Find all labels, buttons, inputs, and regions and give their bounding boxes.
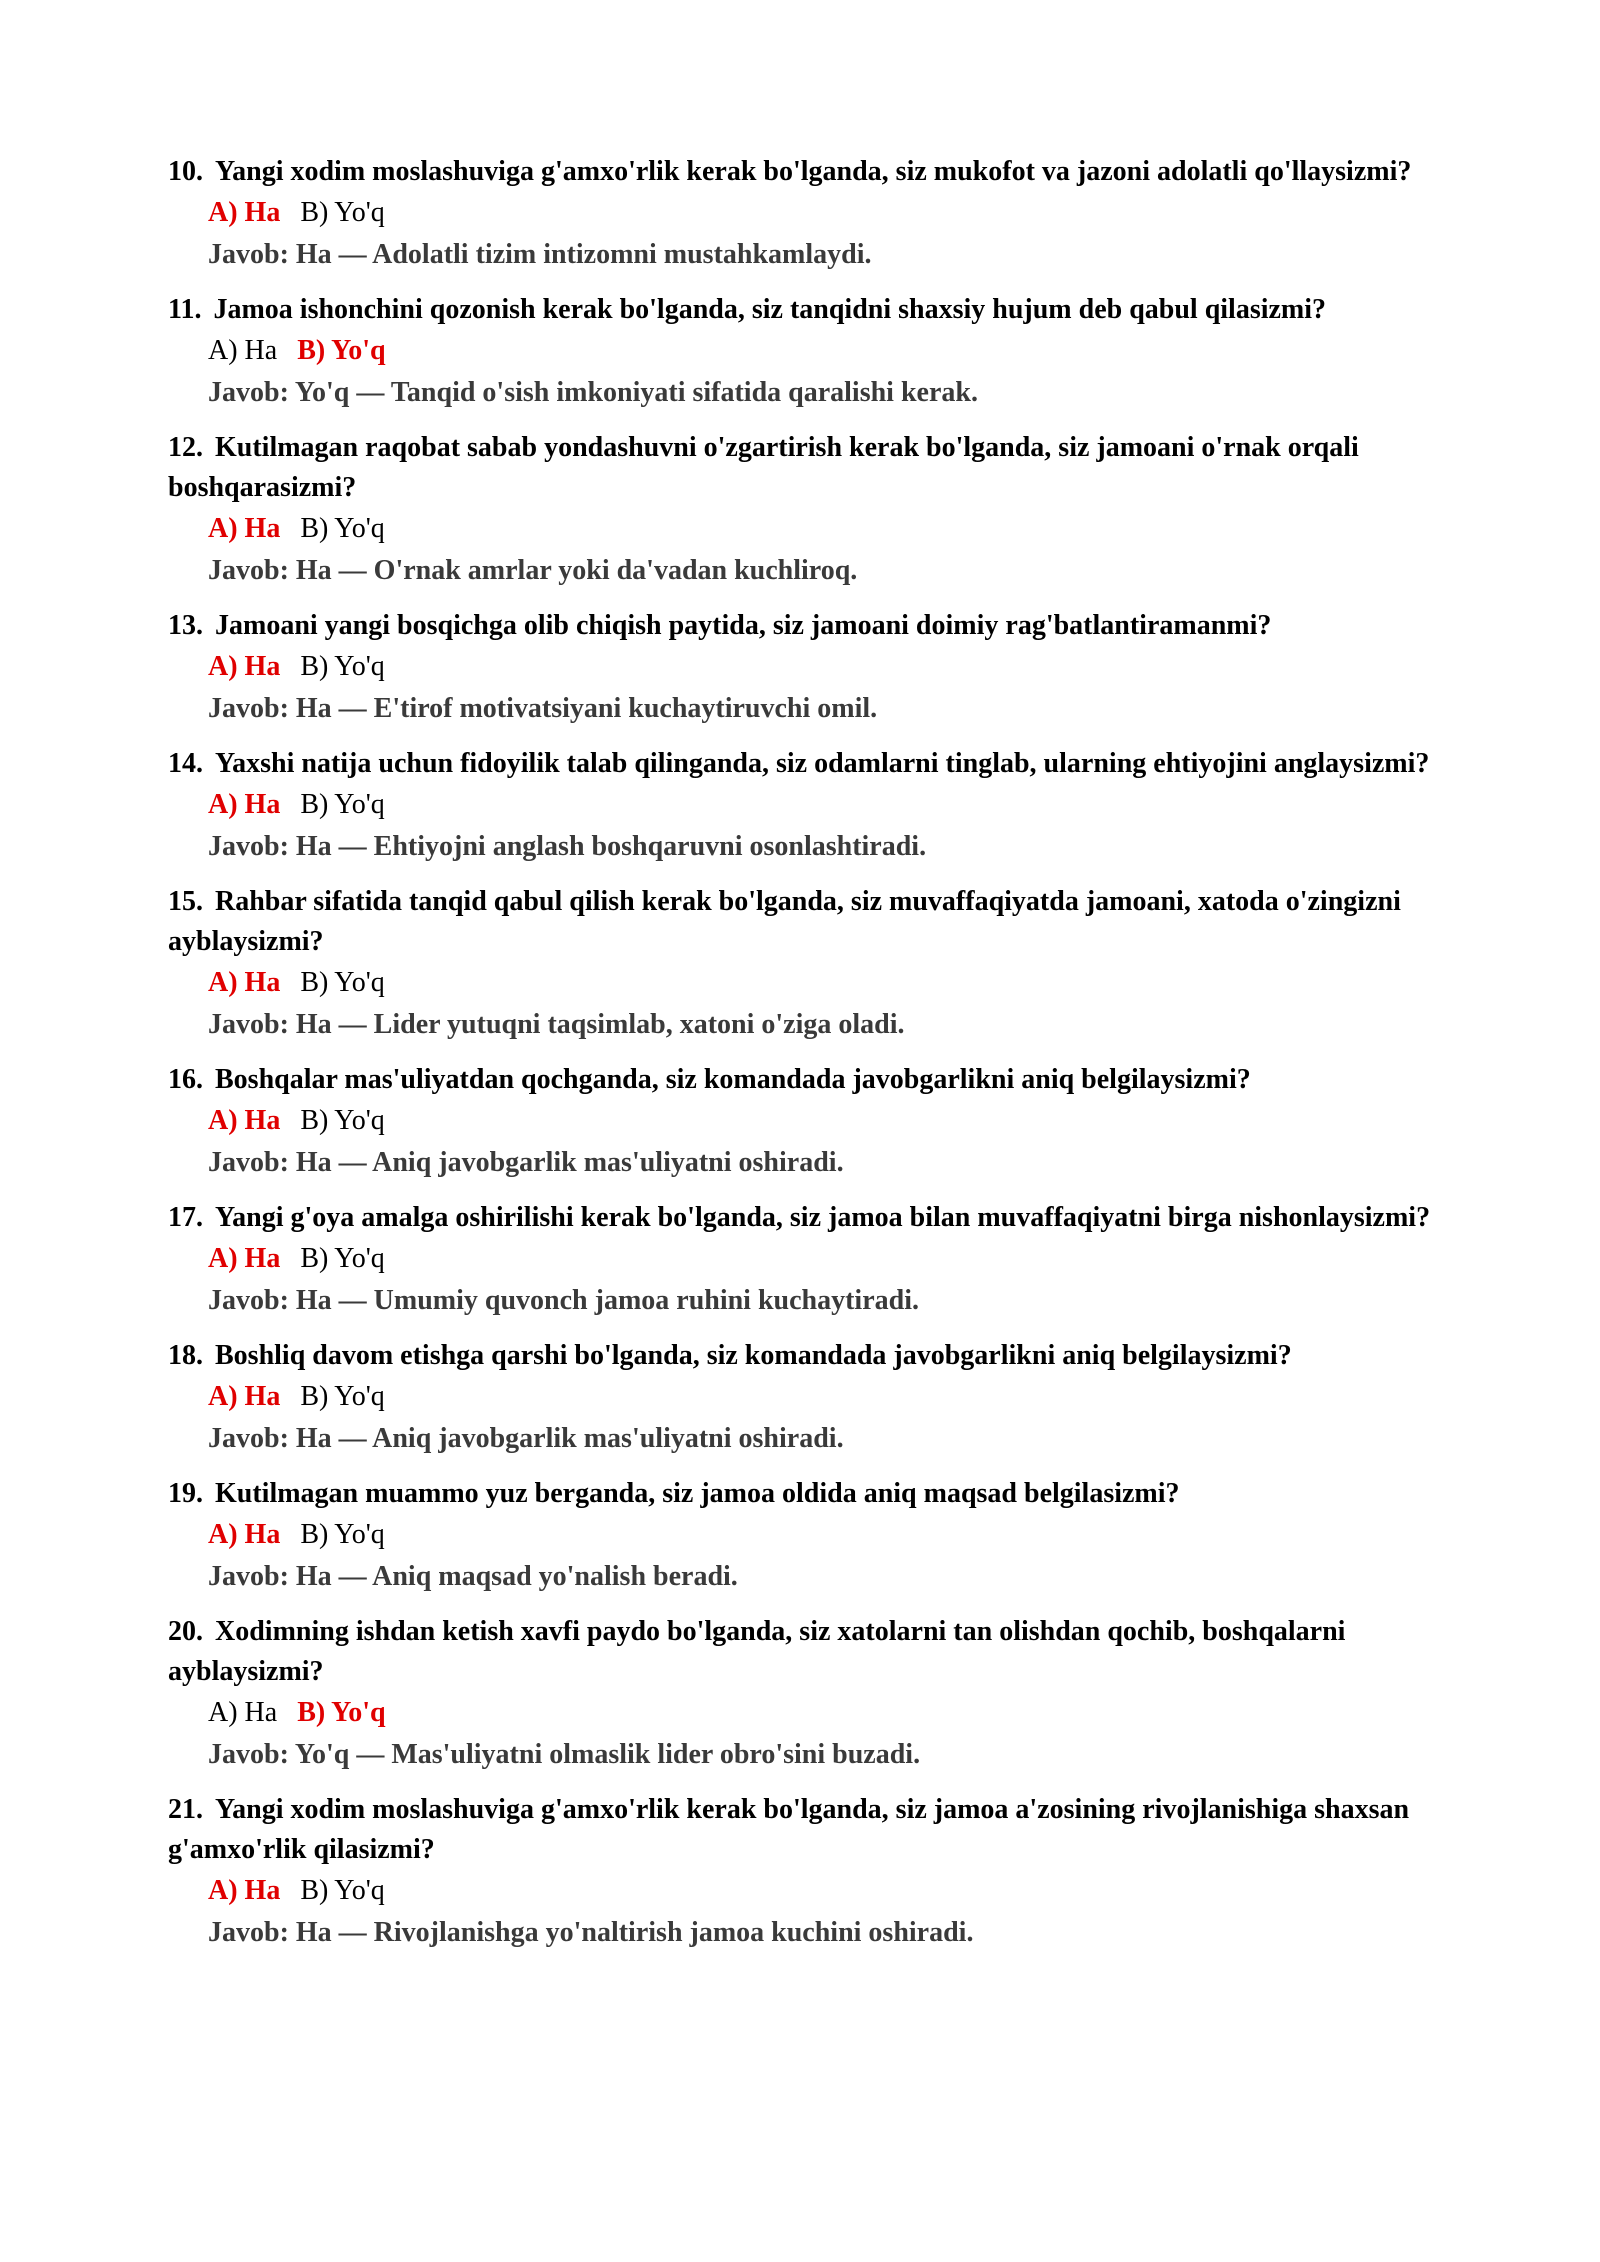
options-row [208, 962, 1458, 1004]
question-number: 15. [168, 886, 203, 917]
question-text [168, 744, 1458, 784]
option-b: B) Yo'q [300, 967, 385, 998]
options-row [208, 1376, 1458, 1418]
option-b: B) Yo'q [300, 1381, 385, 1412]
options-row [208, 1514, 1458, 1556]
question-body: Xodimning ishdan ketish xavfi paydo bo'lganda, siz xatolarni tan olishdan qochib, boshqalarni ayblaysizmi? [168, 1616, 1346, 1687]
option-a: A) Ha [208, 789, 281, 820]
question-item [168, 1336, 1458, 1460]
option-a: A) Ha [208, 1381, 281, 1412]
question-body: Yangi xodim moslashuviga g'amxo'rlik kerak bo'lganda, siz mukofot va jazoni adolatli qo'llaysizmi? [215, 156, 1412, 187]
question-item [168, 1612, 1458, 1776]
question-number: 11. [168, 294, 202, 325]
answer-line: Javob: Ha — Lider yutuqni taqsimlab, xatoni o'ziga oladi. [208, 1009, 905, 1040]
question-text [168, 1198, 1458, 1238]
question-text [168, 152, 1458, 192]
question-item [168, 1474, 1458, 1598]
option-b: B) Yo'q [297, 335, 386, 366]
options-row [208, 784, 1458, 826]
option-a: A) Ha [208, 967, 281, 998]
option-b: B) Yo'q [300, 197, 385, 228]
question-list [168, 152, 1458, 1968]
question-text [168, 290, 1458, 330]
options-row [208, 1100, 1458, 1142]
option-b: B) Yo'q [300, 651, 385, 682]
question-text [168, 1790, 1458, 1870]
option-b: B) Yo'q [300, 1105, 385, 1136]
options-row [208, 646, 1458, 688]
answer-line: Javob: Ha — Aniq maqsad yo'nalish beradi. [208, 1561, 738, 1592]
option-b: B) Yo'q [300, 513, 385, 544]
question-item [168, 1198, 1458, 1322]
question-item [168, 606, 1458, 730]
question-item [168, 290, 1458, 414]
option-a: A) Ha [208, 1105, 281, 1136]
option-a: A) Ha [208, 1875, 281, 1906]
option-a: A) Ha [208, 1519, 281, 1550]
options-row [208, 1692, 1458, 1734]
question-item [168, 744, 1458, 868]
option-a: A) Ha [208, 335, 278, 366]
question-body: Boshliq davom etishga qarshi bo'lganda, siz komandada javobgarlikni aniq belgilaysizmi? [215, 1340, 1292, 1371]
answer-line: Javob: Ha — Rivojlanishga yo'naltirish jamoa kuchini oshiradi. [208, 1917, 974, 1948]
answer-line: Javob: Ha — E'tirof motivatsiyani kuchaytiruvchi omil. [208, 693, 878, 724]
answer-line: Javob: Ha — O'rnak amrlar yoki da'vadan kuchliroq. [208, 555, 858, 586]
question-text [168, 428, 1458, 508]
question-text [168, 882, 1458, 962]
option-b: B) Yo'q [297, 1697, 386, 1728]
option-b: B) Yo'q [300, 789, 385, 820]
question-body: Rahbar sifatida tanqid qabul qilish kerak bo'lganda, siz muvaffaqiyatda jamoani, xatoda o'zingizni ayblaysizmi? [168, 886, 1401, 957]
question-item [168, 1060, 1458, 1184]
option-a: A) Ha [208, 651, 281, 682]
question-item [168, 428, 1458, 592]
question-number: 14. [168, 748, 203, 779]
options-row [208, 192, 1458, 234]
answer-line: Javob: Ha — Umumiy quvonch jamoa ruhini kuchaytiradi. [208, 1285, 919, 1316]
answer-line: Javob: Yo'q — Tanqid o'sish imkoniyati sifatida qaralishi kerak. [208, 377, 978, 408]
question-number: 12. [168, 432, 203, 463]
question-body: Yangi g'oya amalga oshirilishi kerak bo'lganda, siz jamoa bilan muvaffaqiyatni birga nishonlaysizmi? [215, 1202, 1431, 1233]
option-a: A) Ha [208, 1697, 278, 1728]
answer-line: Javob: Yo'q — Mas'uliyatni olmaslik lider obro'sini buzadi. [208, 1739, 921, 1770]
question-text [168, 1474, 1458, 1514]
question-body: Kutilmagan muammo yuz berganda, siz jamoa oldida aniq maqsad belgilasizmi? [215, 1478, 1180, 1509]
question-item [168, 1790, 1458, 1954]
question-body: Yaxshi natija uchun fidoyilik talab qilinganda, siz odamlarni tinglab, ularning ehtiyojini anglaysizmi? [215, 748, 1430, 779]
options-row [208, 330, 1458, 372]
options-row [208, 1238, 1458, 1280]
question-text [168, 1060, 1458, 1100]
answer-line: Javob: Ha — Adolatli tizim intizomni mustahkamlaydi. [208, 239, 872, 270]
question-text [168, 1336, 1458, 1376]
question-number: 19. [168, 1478, 203, 1509]
question-item [168, 882, 1458, 1046]
question-text [168, 1612, 1458, 1692]
question-number: 10. [168, 156, 203, 187]
options-row [208, 508, 1458, 550]
question-number: 13. [168, 610, 203, 641]
question-number: 20. [168, 1616, 203, 1647]
question-body: Yangi xodim moslashuviga g'amxo'rlik kerak bo'lganda, siz jamoa a'zosining rivojlanishiga shaxsan g'amxo'rlik qilasizmi? [168, 1794, 1410, 1865]
question-number: 18. [168, 1340, 203, 1371]
answer-line: Javob: Ha — Aniq javobgarlik mas'uliyatni oshiradi. [208, 1423, 844, 1454]
option-b: B) Yo'q [300, 1243, 385, 1274]
option-a: A) Ha [208, 513, 281, 544]
option-a: A) Ha [208, 1243, 281, 1274]
question-body: Jamoani yangi bosqichga olib chiqish paytida, siz jamoani doimiy rag'batlantiramanmi? [215, 610, 1272, 641]
question-body: Boshqalar mas'uliyatdan qochganda, siz komandada javobgarlikni aniq belgilaysizmi? [215, 1064, 1251, 1095]
option-b: B) Yo'q [300, 1519, 385, 1550]
question-item [168, 152, 1458, 276]
question-number: 17. [168, 1202, 203, 1233]
answer-line: Javob: Ha — Ehtiyojni anglash boshqaruvni osonlashtiradi. [208, 831, 927, 862]
question-text [168, 606, 1458, 646]
question-body: Kutilmagan raqobat sabab yondashuvni o'zgartirish kerak bo'lganda, siz jamoani o'rnak orqali boshqarasizmi? [168, 432, 1359, 503]
options-row [208, 1870, 1458, 1912]
answer-line: Javob: Ha — Aniq javobgarlik mas'uliyatni oshiradi. [208, 1147, 844, 1178]
question-number: 16. [168, 1064, 203, 1095]
question-number: 21. [168, 1794, 203, 1825]
option-b: B) Yo'q [300, 1875, 385, 1906]
question-body: Jamoa ishonchini qozonish kerak bo'lganda, siz tanqidni shaxsiy hujum deb qabul qilasizmi? [213, 294, 1327, 325]
option-a: A) Ha [208, 197, 281, 228]
